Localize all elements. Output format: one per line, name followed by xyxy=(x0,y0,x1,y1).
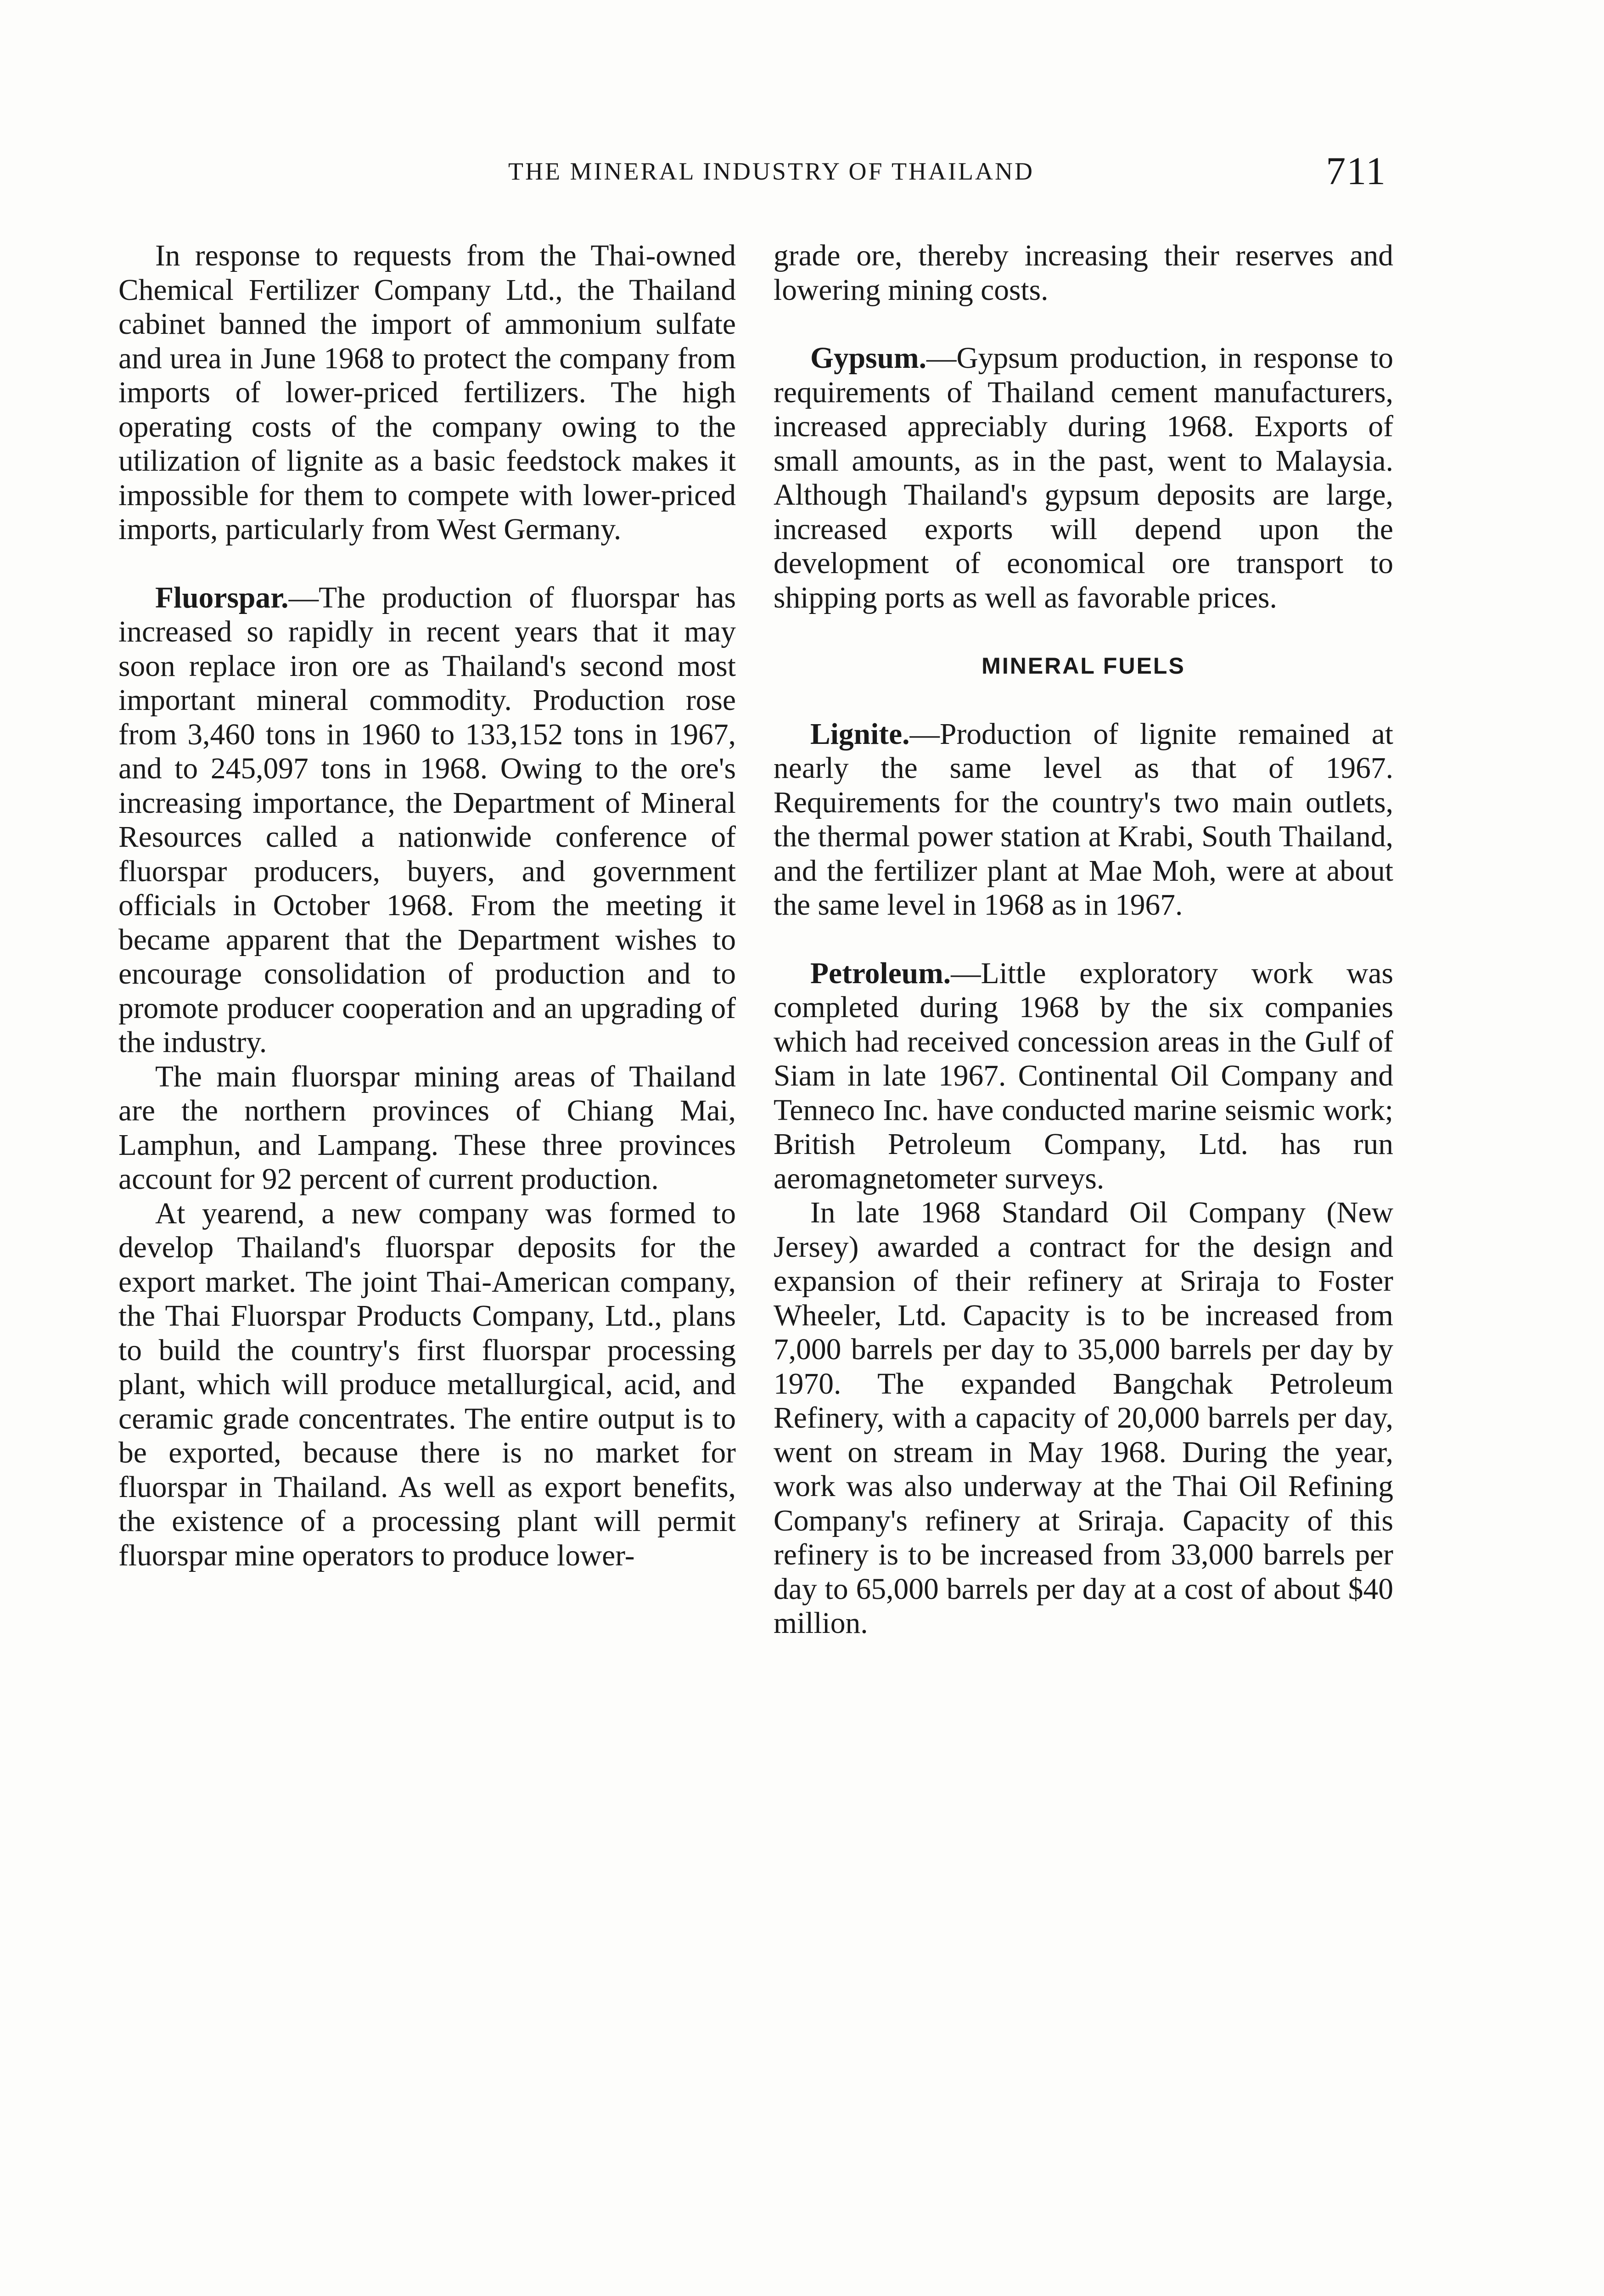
paragraph-fluorspar-areas: The main fluorspar mining areas of Thailand are the northern provinces of Chiang Mai, Lamphun, and Lampang. These three provinces account for 92 percent of current production. xyxy=(118,1060,736,1196)
paragraph-refinery: In late 1968 Standard Oil Company (New Jersey) awarded a contract for the design and expansion of their refinery at Sriraja to Foster Wheeler, Ltd. Capacity is to be increased from 7,000 barrels per day to 35,000 barrels per day by 1970. The expanded Bangchak Petroleum Refinery, with a capacity of 20,000 barrels per day, went on stream in May 1968. During the year, work was also underway at the Thai Oil Refining Company's refinery at Sriraja. Capacity of this refinery is to be increased from 33,000 barrels per day to 65,000 barrels per day at a cost of about $40 million. xyxy=(774,1196,1393,1640)
petroleum-heading: Petroleum. xyxy=(810,957,951,990)
fluorspar-heading: Fluorspar. xyxy=(155,581,289,614)
right-column xyxy=(774,239,1393,1641)
gypsum-text: —Gypsum production, in response to requirements of Thailand cement manufacturers, increased appreciably during 1968. Exports of small amounts, as in the past, went to Malaysia. Although Thailand's gypsum deposits are large, increased exports will depend upon the development of economical ore transport to shipping ports as well as favorable prices. xyxy=(774,342,1393,614)
lignite-heading: Lignite. xyxy=(810,717,910,751)
paragraph-gypsum xyxy=(774,341,1393,615)
gypsum-heading: Gypsum. xyxy=(810,342,926,375)
paragraph-continuation: grade ore, thereby increasing their reserves and lowering mining costs. xyxy=(774,239,1393,307)
paragraph-fluorspar-company: At yearend, a new company was formed to develop Thailand's fluorspar deposits for the export market. The joint Thai-American company, the Thai Fluorspar Products Company, Ltd., plans to build the country's first fluorspar processing plant, which will produce metallurgical, acid, and ceramic grade concentrates. The entire output is to be exported, because there is no market for fluorspar in Thailand. As well as export benefits, the existence of a processing plant will permit fluorspar mine operators to produce lower- xyxy=(118,1197,736,1572)
lignite-text: —Production of lignite remained at nearly the same level as that of 1967. Requirements for the country's two main outlets, the thermal power station at Krabi, South Thailand, and the fertilizer plant at Mae Moh, were at about the same level in 1968 as in 1967. xyxy=(774,717,1393,922)
running-title: THE MINERAL INDUSTRY OF THAILAND xyxy=(508,158,1034,185)
paragraph-fluorspar xyxy=(118,581,736,1060)
page-number: 711 xyxy=(1326,149,1386,193)
section-heading-mineral-fuels: MINERAL FUELS xyxy=(981,653,1185,679)
left-column xyxy=(118,239,736,1573)
petroleum-text: —Little exploratory work was completed during 1968 by the six companies which had received concession areas in the Gulf of Siam in late 1967. Continental Oil Company and Tenneco Inc. have conducted marine seismic work; British Petroleum Company, Ltd. has run aeromagnetometer surveys. xyxy=(774,957,1393,1195)
paragraph-fertilizer-ban: In response to requests from the Thai-owned Chemical Fertilizer Company Ltd., the Thailand cabinet banned the import of ammonium sulfate and urea in June 1968 to protect the company from imports of lower-priced fertilizers. The high operating costs of the company owing to the utilization of lignite as a basic feedstock makes it impossible for them to compete with lower-priced imports, particularly from West Germany. xyxy=(118,239,736,546)
fluorspar-text: —The production of fluorspar has increased so rapidly in recent years that it may soon replace iron ore as Thailand's second most important mineral commodity. Production rose from 3,460 tons in 1960 to 133,152 tons in 1967, and to 245,097 tons in 1968. Owing to the ore's increasing importance, the Department of Mineral Resources called a nationwide conference of fluorspar producers, buyers, and government officials in October 1968. From the meeting it became apparent that the Department wishes to encourage consolidation of production and to promote producer cooperation and an upgrading of the industry. xyxy=(118,581,736,1059)
paragraph-petroleum xyxy=(774,957,1393,1196)
paragraph-lignite xyxy=(774,717,1393,923)
